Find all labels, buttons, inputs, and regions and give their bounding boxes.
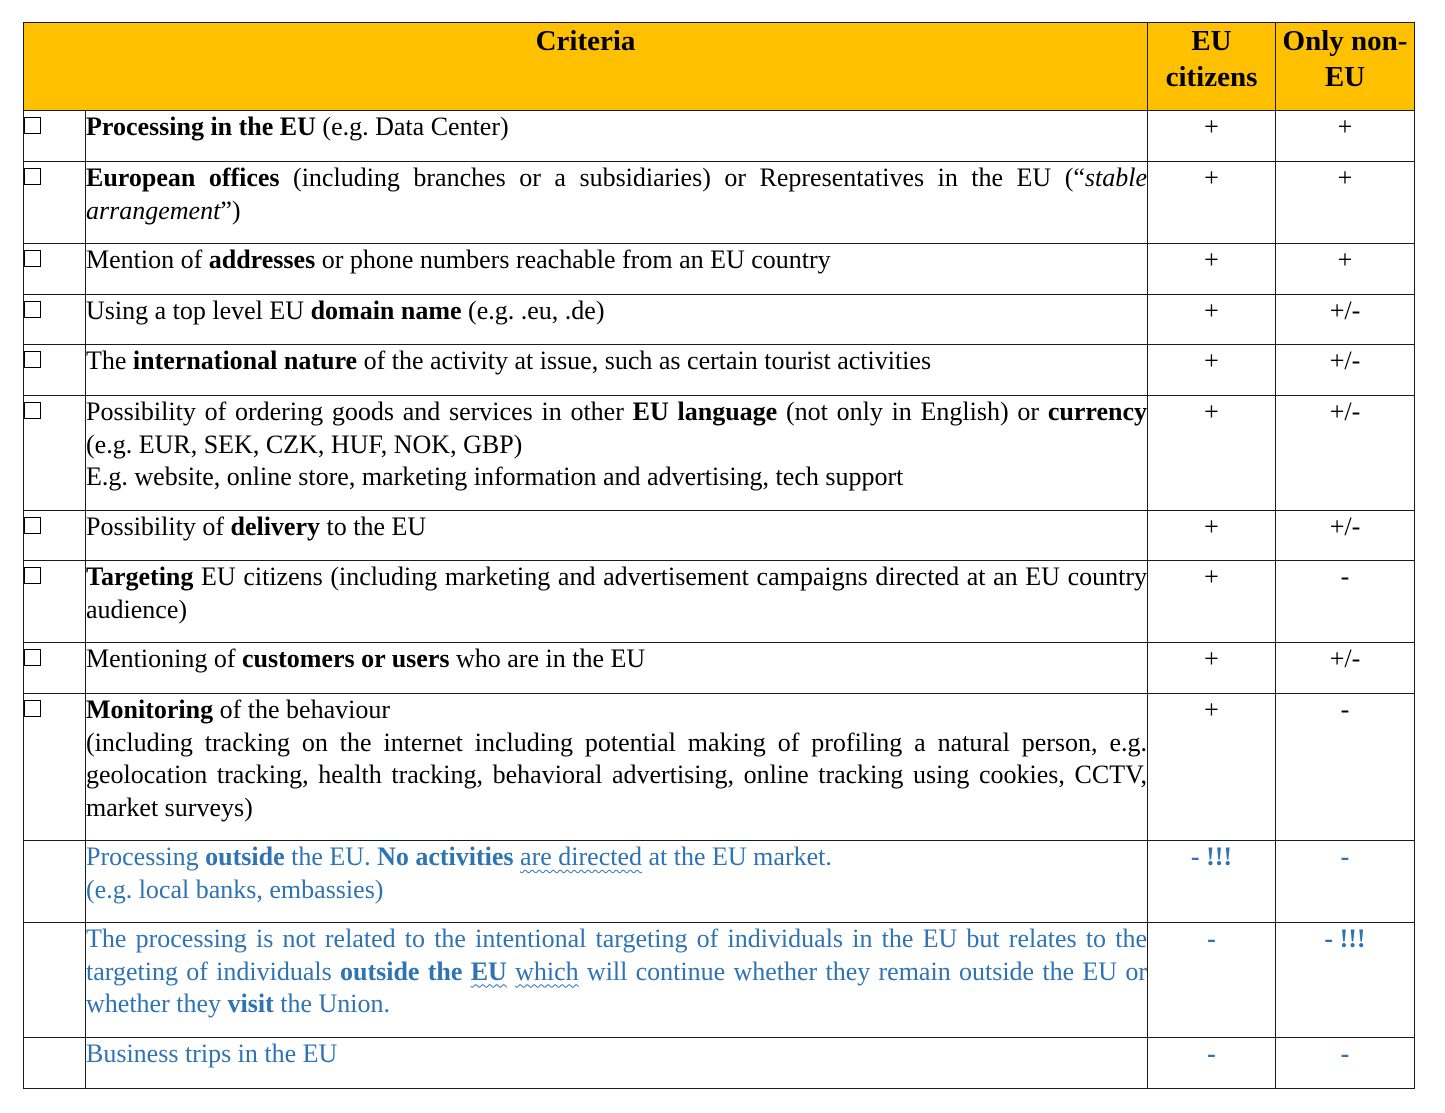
eu-citizens-value: + xyxy=(1148,511,1276,561)
criterion-text: Targeting EU citizens (including marketing and advertisement campaigns directed at an EU country audience) xyxy=(86,561,1148,643)
checkbox-icon[interactable] xyxy=(24,402,41,419)
header-eu-citizens: EU citizens xyxy=(1148,23,1276,111)
non-eu-value: +/- xyxy=(1276,643,1415,694)
criterion-text: Business trips in the EU xyxy=(86,1038,1148,1089)
table-row xyxy=(24,643,1415,694)
criterion-text: Processing in the EU (e.g. Data Center) xyxy=(86,111,1148,162)
checkbox-icon[interactable] xyxy=(24,517,41,534)
eu-citizens-value: + xyxy=(1148,396,1276,511)
checkbox-cell[interactable] xyxy=(24,561,86,643)
table-row xyxy=(24,345,1415,396)
checkbox-icon[interactable] xyxy=(24,168,41,185)
eu-citizens-value: - xyxy=(1148,923,1276,1038)
non-eu-value: +/- xyxy=(1276,345,1415,396)
checkbox-icon[interactable] xyxy=(24,700,41,717)
table-row xyxy=(24,162,1415,244)
table-row xyxy=(24,694,1415,841)
empty-checkbox-cell xyxy=(24,923,86,1038)
checkbox-cell[interactable] xyxy=(24,244,86,295)
criterion-text: Possibility of delivery to the EU xyxy=(86,511,1148,561)
table-row xyxy=(24,295,1415,345)
checkbox-cell[interactable] xyxy=(24,396,86,511)
table-row xyxy=(24,244,1415,295)
checkbox-cell[interactable] xyxy=(24,295,86,345)
table-row xyxy=(24,511,1415,561)
eu-citizens-value: + xyxy=(1148,162,1276,244)
table-row xyxy=(24,396,1415,511)
criterion-text: Monitoring of the behaviour (including tracking on the internet including potential making of profiling a natural person, e.g. geolocation tracking, health tracking, behavioral advertising, online tracking using cookies, CCTV, market surveys) xyxy=(86,694,1148,841)
table-row xyxy=(24,923,1415,1038)
table-row xyxy=(24,111,1415,162)
criteria-table xyxy=(23,22,1415,1089)
checkbox-icon[interactable] xyxy=(24,250,41,267)
non-eu-value: - xyxy=(1276,694,1415,841)
checkbox-cell[interactable] xyxy=(24,111,86,162)
header-row xyxy=(24,23,1415,111)
non-eu-value: - !!! xyxy=(1276,923,1415,1038)
checkbox-icon[interactable] xyxy=(24,301,41,318)
non-eu-value: +/- xyxy=(1276,511,1415,561)
eu-citizens-value: - !!! xyxy=(1148,841,1276,923)
checkbox-icon[interactable] xyxy=(24,567,41,584)
non-eu-value: +/- xyxy=(1276,295,1415,345)
table-row xyxy=(24,561,1415,643)
checkbox-icon[interactable] xyxy=(24,649,41,666)
checkbox-cell[interactable] xyxy=(24,345,86,396)
eu-citizens-value: + xyxy=(1148,561,1276,643)
criterion-text: Processing outside the EU. No activities are directed at the EU market. (e.g. local banks, embassies) xyxy=(86,841,1148,923)
criterion-text: Possibility of ordering goods and services in other EU language (not only in English) or currency (e.g. EUR, SEK, CZK, HUF, NOK, GBP) E.g. website, online store, marketing information and advertising, tech support xyxy=(86,396,1148,511)
empty-checkbox-cell xyxy=(24,1038,86,1089)
non-eu-value: + xyxy=(1276,244,1415,295)
non-eu-value: +/- xyxy=(1276,396,1415,511)
checkbox-cell[interactable] xyxy=(24,162,86,244)
checkbox-icon[interactable] xyxy=(24,117,41,134)
checkbox-cell[interactable] xyxy=(24,511,86,561)
checkbox-icon[interactable] xyxy=(24,351,41,368)
criterion-text: Mentioning of customers or users who are in the EU xyxy=(86,643,1148,694)
table-row xyxy=(24,1038,1415,1089)
eu-citizens-value: - xyxy=(1148,1038,1276,1089)
eu-citizens-value: + xyxy=(1148,345,1276,396)
non-eu-value: - xyxy=(1276,561,1415,643)
non-eu-value: + xyxy=(1276,111,1415,162)
eu-citizens-value: + xyxy=(1148,694,1276,841)
criterion-text: European offices (including branches or a subsidiaries) or Representatives in the EU (“stable arrangement”) xyxy=(86,162,1148,244)
eu-citizens-value: + xyxy=(1148,295,1276,345)
eu-citizens-value: + xyxy=(1148,643,1276,694)
non-eu-value: - xyxy=(1276,1038,1415,1089)
criterion-text: Using a top level EU domain name (e.g. .eu, .de) xyxy=(86,295,1148,345)
criterion-text: Mention of addresses or phone numbers reachable from an EU country xyxy=(86,244,1148,295)
eu-citizens-value: + xyxy=(1148,244,1276,295)
table-row xyxy=(24,841,1415,923)
eu-citizens-value: + xyxy=(1148,111,1276,162)
checkbox-cell[interactable] xyxy=(24,643,86,694)
header-criteria: Criteria xyxy=(24,23,1148,111)
criterion-text: The processing is not related to the intentional targeting of individuals in the EU but relates to the targeting of individuals outside the EU which will continue whether they remain outside the EU or whether they visit the Union. xyxy=(86,923,1148,1038)
non-eu-value: + xyxy=(1276,162,1415,244)
empty-checkbox-cell xyxy=(24,841,86,923)
non-eu-value: - xyxy=(1276,841,1415,923)
criterion-text: The international nature of the activity at issue, such as certain tourist activities xyxy=(86,345,1148,396)
checkbox-cell[interactable] xyxy=(24,694,86,841)
header-only-non-eu: Only non-EU xyxy=(1276,23,1415,111)
